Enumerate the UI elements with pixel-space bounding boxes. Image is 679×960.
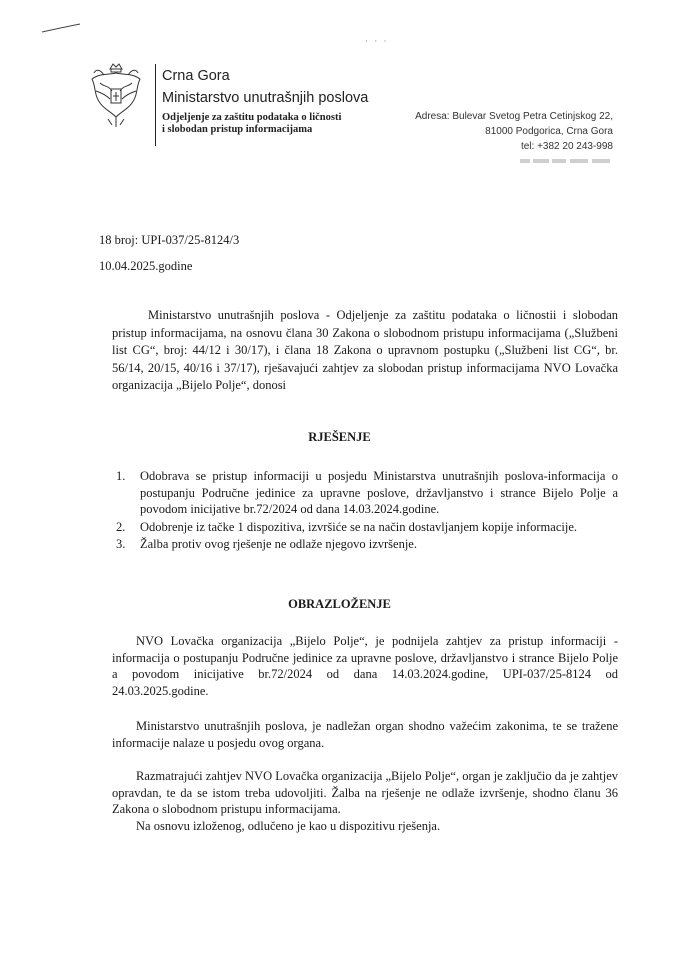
faint-website-smudge — [520, 157, 612, 165]
reasoning-paragraph: Ministarstvo unutrašnjih poslova, je nadležan organ shodno važećim zakonima, te se tražene informacije nalaze u posjedu ovog organa. — [112, 719, 618, 750]
department-line-2: i slobodan pristup informacijama — [162, 124, 313, 135]
list-item — [112, 519, 618, 536]
list-text: Odobrava se pristup informaciji u posjedu Ministarstva unutrašnjih poslova-informacija o postupanju Područne jedinice za upravne poslove, državljanstvo i strance Bijelo Polje a povodom inicijative br.72/2024 od dana 14.03.2024.godine. — [140, 469, 618, 516]
reasoning-paragraph: Razmatrajući zahtjev NVO Lovačka organizacija „Bijelo Polje“, organ je zaključio da je zahtjev opravdan, te da se istom treba udovoljiti. Žalba na rješenje ne odlaže izvršenje, shodno članu 36 Zakona o slobodnom pristupu informacijama. — [112, 769, 618, 816]
list-number: 3. — [116, 537, 126, 551]
intro-paragraph: Ministarstvo unutrašnjih poslova - Odjeljenje za zaštitu podataka o ličnostii i slobodan pristup informacijama, na osnovu člana 30 Zakona o slobodnom pristupu informacijama („Službeni list CG“, broj: 44/12 i 30/17), i člana 18 Zakona o upravnom postupku („Službeni list CG“, br. 56/14, 20/15, 40/16 i 37/17), rješavajući zahtjev za slobodan pristup informacijama NVO Lovačka organizacija „Bijelo Polje“, donosi — [112, 308, 618, 392]
scan-dots: · · · — [365, 36, 389, 46]
pen-stroke-mark — [40, 22, 82, 34]
list-text: Žalba protiv ovog rješenje ne odlaže njegovo izvršenje. — [140, 537, 417, 551]
address-line-1: Adresa: Bulevar Svetog Petra Cetinjskog 22, — [415, 111, 613, 122]
list-item — [112, 468, 618, 518]
phone-line: tel: +382 20 243-998 — [520, 141, 613, 152]
document-number: 18 broj: UPI-037/25-8124/3 — [99, 233, 240, 247]
document-date: 10.04.2025.godine — [99, 259, 193, 273]
reasoning-heading: OBRAZLOŽENJE — [288, 597, 391, 611]
reasoning-paragraph: NVO Lovačka organizacija „Bijelo Polje“, je podnijela zahtjev za pristup informaciji - informacija o postupanju Područne jedinice za upravne poslove, državljanstvo i strance Bijelo Polje a povodom inicijative br.72/2024 od dana 14.03.2024.godine, UPI-037/25-8124 od 24.03.2025.godine. — [112, 634, 618, 698]
department-line-1: Odjeljenje za zaštitu podataka o ličnosti — [162, 112, 342, 123]
list-item — [112, 536, 618, 553]
header-country: Crna Gora — [162, 68, 230, 84]
coat-of-arms-icon — [86, 61, 146, 129]
address-line-2: 81000 Podgorica, Crna Gora — [485, 126, 613, 137]
reasoning-paragraph: Na osnovu izloženog, odlučeno je kao u dispozitivu rješenja. — [136, 819, 441, 833]
list-number: 2. — [116, 519, 126, 534]
list-text: Odobrenje iz tačke 1 dispozitiva, izvršiće se na način dostavljanjem kopije informacije. — [140, 519, 577, 534]
list-number: 1. — [116, 469, 126, 483]
decision-list — [112, 468, 618, 554]
header-divider — [155, 64, 156, 146]
decision-heading: RJEŠENJE — [308, 430, 371, 444]
header-department — [162, 112, 341, 136]
header-ministry: Ministarstvo unutrašnjih poslova — [162, 90, 369, 106]
